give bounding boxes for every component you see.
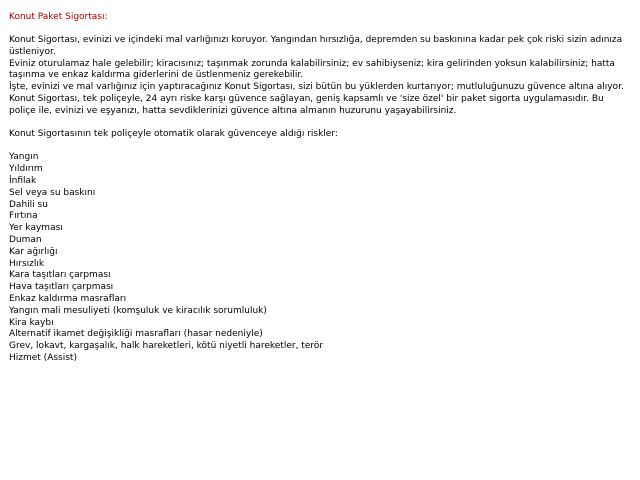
risk-item: Kira kaybı	[9, 317, 54, 328]
risk-list-heading: Konut Sigortasının tek poliçeyle otomatik olarak güvenceye aldığı riskler:	[9, 128, 338, 139]
risk-item: Sel veya su baskını	[9, 187, 96, 198]
risk-item: Fırtına	[9, 211, 38, 222]
risk-item: Kara taşıtları çarpması	[9, 270, 111, 281]
risk-item: Alternatif ikamet değişikliği masrafları (hasar nedeniyle)	[9, 329, 263, 340]
intro-block	[9, 35, 630, 118]
risk-item: Yangın	[9, 152, 39, 163]
page-title: Konut Paket Sigortası:	[9, 12, 108, 22]
risk-item: Dahili su	[9, 199, 48, 210]
risk-item: Hava taşıtları çarpması	[9, 282, 114, 293]
risk-item: Enkaz kaldırma masrafları	[9, 293, 127, 304]
intro-paragraph: İşte, evinizi ve mal varlığınız için yaptıracağınız Konut Sigortası, sizi bütün bu yüklerden kurtarıyor; mutluluğunuzu güvence altına alıyor. Konut Sigortası, tek poliçeyle, 24 ayrı riske karşı güvence sağlayan, geniş kapsamlı ve 'size özel' bir paket sigorta uygulamasıdır. Bu poliçe ile, evinizi ve eşyanızı, hatta sevdiklerinizi güvence altına almanın huzurunu yaşayabilirsiniz.	[9, 82, 624, 116]
risk-list	[9, 152, 630, 364]
risk-item: İnfilak	[9, 175, 37, 186]
risk-item: Grev, lokavt, kargaşalık, halk hareketleri, kötü niyetli hareketler, terör	[9, 341, 324, 352]
risk-item: Yer kayması	[9, 223, 63, 234]
risk-item: Hizmet (Assist)	[9, 352, 77, 363]
risk-item: Kar ağırlığı	[9, 246, 58, 257]
intro-paragraph: Eviniz oturulamaz hale gelebilir; kiracısınız; taşınmak zorunda kalabilirsiniz; ev sahibiyseniz; kira gelirinden yoksun kalabilirsiniz; hatta taşınma ve enkaz kaldırma giderlerini de üstlenmeniz gerekebilir.	[9, 58, 615, 81]
risk-item: Yıldırım	[9, 164, 43, 175]
intro-paragraph: Konut Sigortası, evinizi ve içindeki mal varlığınızı koruyor. Yangından hırsızlığa, depremden su baskınına kadar pek çok riski sizin adınıza üstleniyor.	[9, 35, 623, 57]
risk-item: Duman	[9, 234, 42, 245]
risk-item: Yangın mali mesuliyeti (komşuluk ve kiracılık sorumluluk)	[9, 305, 267, 316]
risk-item: Hırsızlık	[9, 258, 45, 269]
